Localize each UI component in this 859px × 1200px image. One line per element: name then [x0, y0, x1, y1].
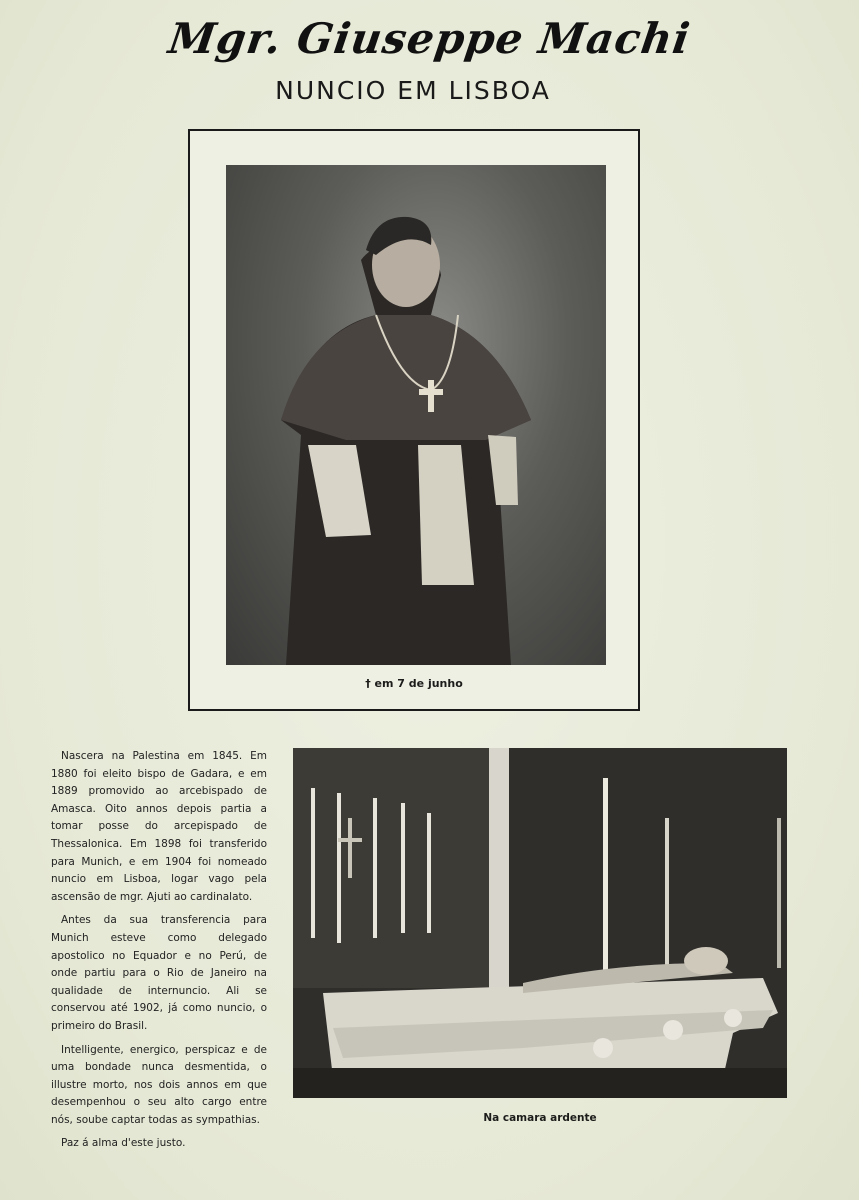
- chamber-illustration: [293, 748, 787, 1098]
- article-paragraph: Paz á alma d'este justo.: [61, 1137, 186, 1150]
- chamber-photo: [293, 748, 787, 1098]
- portrait-frame: [188, 129, 640, 711]
- page-subtitle: NUNCIO EM LISBOA: [275, 76, 551, 105]
- article-paragraph: Nascera na Palestina em 1845. Em 1880 foi eleito bispo de Gadara, e em 1889 promovido ao arcebispado de Amasca. Oito annos depois partia a tomar posse do arcepispado de Thessalonica. Em 1898 foi transferido para Munich, e em 1904 foi nomeado nuncio em Lisboa, logar vago pela ascensão de mgr. Ajuti ao cardinalato.: [51, 750, 267, 903]
- article-text: [51, 748, 267, 1159]
- portrait-photo: [226, 165, 606, 665]
- portrait-caption: † em 7 de junho: [365, 677, 463, 690]
- page-title: Mgr. Giuseppe Machi: [165, 14, 694, 63]
- article-paragraph: Antes da sua transferencia para Munich esteve como delegado apostolico no Equador e no Perú, de onde partiu para o Rio de Janeiro na qualidade de internuncio. Ali se conservou até 1902, já como nuncio, o primeiro do Brasil.: [51, 914, 267, 1032]
- article-paragraph: Intelligente, energico, perspicaz e de uma bondade nunca desmentida, o illustre morto, nos dois annos em que desempenhou o seu alto cargo entre nós, soube captar todas as sympathias.: [51, 1043, 267, 1126]
- chamber-caption: Na camara ardente: [483, 1112, 597, 1124]
- portrait-illustration: [226, 165, 606, 665]
